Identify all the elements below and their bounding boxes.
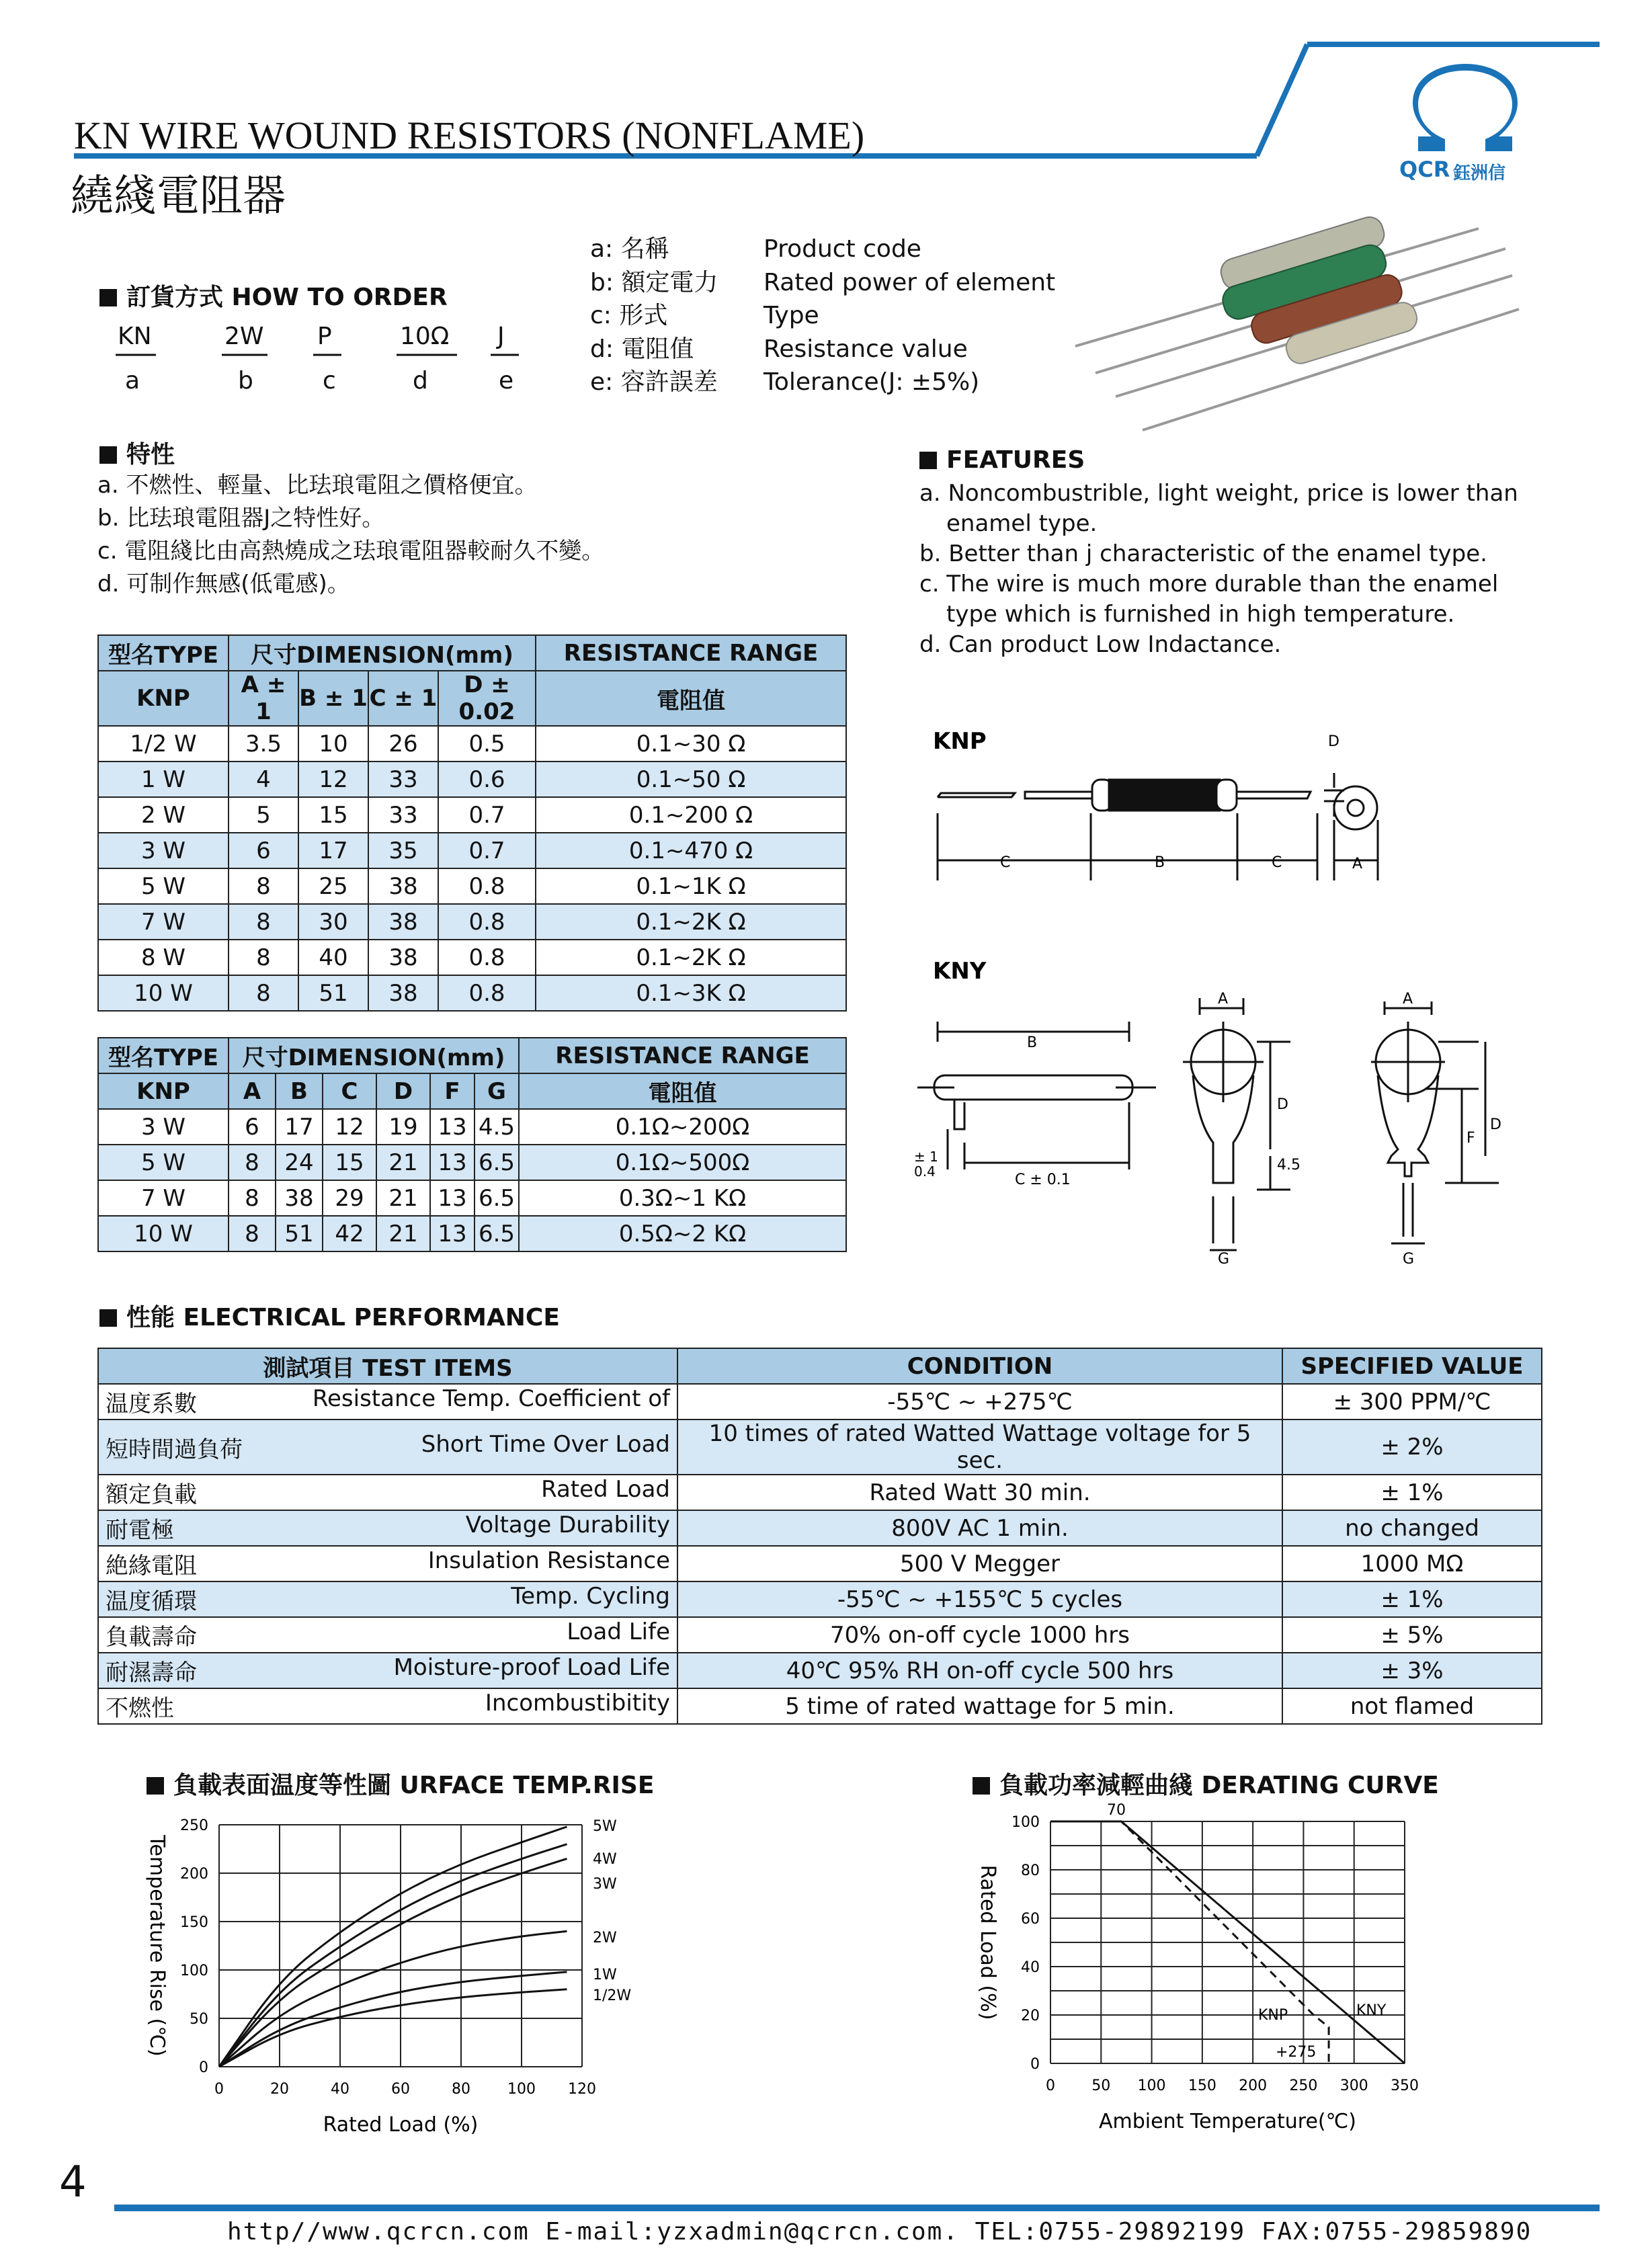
condition-cell: -55℃ ~ +275℃ — [677, 1384, 1282, 1419]
table-cell: 0.1~200 Ω — [536, 797, 846, 833]
test-item-cell — [98, 1510, 677, 1546]
footer-contact: http//www.qcrcn.com E-mail:yzxadmin@qcrcn.com. TEL:0755-29892199 FAX:0755-29859890 — [227, 2218, 1532, 2246]
table-header: G — [474, 1073, 519, 1109]
series-label: 1W — [593, 1967, 617, 1983]
table-cell: 0.8 — [438, 868, 536, 904]
test-item-cell — [98, 1546, 677, 1581]
x-tick-label: 40 — [331, 2081, 349, 2098]
series-label: KNP — [1258, 2007, 1288, 2024]
features-en-heading: FEATURES — [919, 446, 1085, 474]
chart1-heading: 負載表面温度等性圖 URFACE TEMP.RISE — [147, 1766, 654, 1801]
table-cell: 15 — [323, 1145, 376, 1180]
table-row — [98, 1145, 846, 1180]
table-cell: 33 — [368, 762, 438, 797]
table-row — [98, 1180, 846, 1216]
chart-annotation: 70 — [1107, 1802, 1126, 1819]
table-cell: 25 — [298, 868, 368, 904]
test-item-zh: 耐電極 — [106, 1517, 174, 1544]
table-row — [98, 1384, 1542, 1419]
y-tick-label: 250 — [180, 1817, 208, 1834]
table-cell: 21 — [376, 1180, 430, 1216]
feature-zh-item: c. 電阻綫比由高熱燒成之珐琅電阻器較耐久不變。 — [97, 538, 605, 565]
test-item-cell — [98, 1617, 677, 1653]
test-item-zh: 負載壽命 — [106, 1624, 197, 1651]
table-cell: 12 — [298, 762, 368, 797]
feature-en-item: a. Noncombustrible, light weight, price is lower than — [919, 480, 1518, 507]
product-photo — [1075, 202, 1519, 444]
table-row — [98, 797, 846, 833]
table-cell: 3 W — [98, 1109, 229, 1145]
x-tick-label: 120 — [568, 2081, 596, 2098]
x-tick-label: 250 — [1289, 2077, 1318, 2094]
table-cell: 10 W — [98, 1216, 229, 1251]
specified-value-cell: not flamed — [1282, 1688, 1542, 1724]
knp-diagram-label: KNP — [933, 728, 987, 755]
kny-dim-f: F — [1467, 1130, 1475, 1147]
table-cell: 2 W — [98, 797, 229, 833]
table-cell: 0.1~2K Ω — [536, 940, 846, 975]
table-cell: 13 — [430, 1180, 474, 1216]
table-row — [98, 904, 846, 940]
test-item-en: Insulation Resistance — [427, 1547, 670, 1574]
table-header: A ± 1 — [229, 671, 298, 726]
table-row — [98, 833, 846, 868]
order-letter-b: b — [238, 367, 253, 395]
temp-rise-chart — [121, 1801, 672, 2137]
test-item-zh: 額定負載 — [106, 1481, 197, 1508]
knp-dim-d: D — [1328, 733, 1339, 750]
test-item-en: Resistance Temp. Coefficient of — [312, 1385, 670, 1412]
kny-dim-a1: A — [1218, 991, 1229, 1007]
x-tick-label: 300 — [1339, 2077, 1368, 2094]
footer-rule — [114, 2205, 1600, 2211]
table-cell: 8 — [229, 940, 298, 975]
table-cell: 5 W — [98, 1145, 229, 1180]
table-header: C — [323, 1073, 376, 1109]
table-header: 尺寸DIMENSION(mm) — [229, 1038, 519, 1073]
table-row — [98, 1581, 1542, 1617]
y-tick-label: 100 — [1011, 1814, 1040, 1831]
x-tick-label: 0 — [1046, 2077, 1055, 2094]
qcr-logo — [1398, 64, 1532, 192]
table-cell: 21 — [376, 1145, 430, 1180]
table-cell: 0.1Ω~200Ω — [519, 1109, 846, 1145]
knp-dim-c1: C — [1000, 854, 1011, 871]
table-cell: 13 — [430, 1145, 474, 1180]
table-cell: 8 W — [98, 940, 229, 975]
condition-cell: Rated Watt 30 min. — [677, 1475, 1282, 1510]
test-item-en: Load Life — [567, 1618, 670, 1645]
knp-dim-a: A — [1352, 856, 1363, 872]
feature-en-item: type which is furnished in high temperature. — [946, 601, 1455, 628]
page-subtitle-zh: 繞綫電阻器 — [71, 171, 286, 221]
table-cell: 0.7 — [438, 797, 536, 833]
table-cell: 3.5 — [229, 726, 298, 762]
knp-dim-c2: C — [1272, 854, 1282, 871]
kny-dim-c: C ± 0.1 — [1015, 1171, 1071, 1188]
table-cell: 7 W — [98, 1180, 229, 1216]
condition-cell: -55℃ ~ +155℃ 5 cycles — [677, 1581, 1282, 1617]
specified-value-cell: ± 1% — [1282, 1475, 1542, 1510]
dimension-diagrams — [914, 726, 1519, 1277]
table-cell: 10 — [298, 726, 368, 762]
table-cell: 38 — [368, 868, 438, 904]
table-header: KNP — [98, 671, 229, 726]
test-item-en: Short Time Over Load — [421, 1430, 670, 1458]
y-tick-label: 60 — [1021, 1911, 1040, 1928]
table-cell: 13 — [430, 1216, 474, 1251]
feature-zh-item: a. 不燃性、輕量、比珐琅電阻之價格便宜。 — [97, 472, 538, 499]
x-tick-label: 20 — [270, 2081, 289, 2098]
test-item-zh: 温度系數 — [106, 1391, 197, 1417]
order-letter-a: a — [125, 367, 140, 395]
test-item-cell — [98, 1581, 677, 1617]
table-cell: 26 — [368, 726, 438, 762]
x-tick-label: 200 — [1239, 2077, 1268, 2094]
series-label: 1/2W — [593, 1987, 632, 2004]
performance-heading: 性能 ELECTRICAL PERFORMANCE — [99, 1299, 560, 1333]
order-code-a: KN — [118, 323, 152, 350]
table-cell: 6.5 — [474, 1216, 519, 1251]
table-header: CONDITION — [677, 1348, 1282, 1384]
test-item-cell — [98, 1688, 677, 1724]
chart-annotation: +275 — [1276, 2044, 1317, 2061]
table-header: 電阻值 — [536, 671, 846, 726]
table-cell: 8 — [229, 1180, 276, 1216]
table-cell: 0.1~30 Ω — [536, 726, 846, 762]
table-cell: 13 — [430, 1109, 474, 1145]
table-cell: 33 — [368, 797, 438, 833]
table-header: 電阻值 — [519, 1073, 846, 1109]
table-cell: 12 — [323, 1109, 376, 1145]
order-letter-e: e — [499, 367, 514, 395]
series-label: 4W — [593, 1851, 617, 1868]
order-code-b: 2W — [224, 323, 264, 350]
test-item-en: Moisture-proof Load Life — [393, 1654, 670, 1681]
kny-tol-pm: ± 1 — [914, 1149, 938, 1165]
derating-chart — [954, 1801, 1479, 2151]
test-item-cell — [98, 1419, 677, 1475]
test-item-zh: 絶緣電阻 — [106, 1553, 197, 1579]
y-axis-label: Temperature Rise (℃) — [145, 1835, 169, 2057]
table-row — [98, 1216, 846, 1251]
table-cell: 30 — [298, 904, 368, 940]
table-cell: 17 — [298, 833, 368, 868]
table-cell: 1 W — [98, 762, 229, 797]
order-code-d: 10Ω — [400, 323, 450, 350]
knp-dim-b: B — [1155, 854, 1165, 871]
table-header: KNP — [98, 1073, 229, 1109]
feature-en-item: c. The wire is much more durable than the enamel — [919, 571, 1499, 598]
table-body — [98, 1384, 1542, 1724]
table-cell: 6 — [229, 1109, 276, 1145]
kny-dim-45: 4.5 — [1277, 1157, 1300, 1174]
table-cell: 40 — [298, 940, 368, 975]
table-cell: 0.1Ω~500Ω — [519, 1145, 846, 1180]
table-row — [98, 1510, 1542, 1546]
x-axis-label: Rated Load (%) — [323, 2113, 479, 2137]
series-line — [219, 1827, 567, 2067]
table-row — [98, 1109, 846, 1145]
test-item-cell — [98, 1653, 677, 1688]
features-en-list — [919, 479, 1518, 660]
table-cell: 0.8 — [438, 975, 536, 1011]
table-cell: 17 — [276, 1109, 323, 1145]
table-cell: 38 — [368, 940, 438, 975]
table-row — [98, 1688, 1542, 1724]
series-label: 3W — [593, 1876, 617, 1893]
x-tick-label: 100 — [1137, 2077, 1166, 2094]
order-letter-d: d — [413, 367, 428, 395]
kny-dim-g2: G — [1403, 1251, 1415, 1268]
table-header: RESISTANCE RANGE — [519, 1038, 846, 1073]
series-label: KNY — [1356, 2002, 1387, 2019]
order-heading: 訂貨方式 HOW TO ORDER — [99, 278, 448, 313]
y-tick-label: 0 — [1030, 2056, 1040, 2073]
x-tick-label: 50 — [1091, 2077, 1111, 2094]
test-item-zh: 短時間過負荷 — [106, 1436, 243, 1463]
table-cell: 35 — [368, 833, 438, 868]
table-cell: 0.7 — [438, 833, 536, 868]
table-cell: 42 — [323, 1216, 376, 1251]
x-tick-label: 100 — [507, 2081, 536, 2098]
specified-value-cell: ± 300 PPM/℃ — [1282, 1384, 1542, 1419]
table-cell: 0.5Ω~2 KΩ — [519, 1216, 846, 1251]
table-cell: 21 — [376, 1216, 430, 1251]
table-cell: 38 — [276, 1180, 323, 1216]
table-row — [98, 762, 846, 797]
table-cell: 0.1~50 Ω — [536, 762, 846, 797]
performance-table — [97, 1348, 1542, 1725]
y-axis-label: Rated Load (%) — [976, 1864, 999, 2020]
kny-tol-04: 0.4 — [914, 1163, 936, 1180]
logo-text: QCR — [1399, 157, 1450, 182]
x-tick-label: 150 — [1188, 2077, 1216, 2094]
table-header: 型名TYPE — [98, 1038, 229, 1073]
table-cell: 15 — [298, 797, 368, 833]
specified-value-cell: no changed — [1282, 1510, 1542, 1546]
series-line — [219, 1844, 567, 2067]
table-cell: 5 W — [98, 868, 229, 904]
table-row — [98, 1546, 1542, 1581]
table-row — [98, 868, 846, 904]
table-body — [98, 1109, 846, 1251]
table-cell: 8 — [229, 975, 298, 1011]
test-item-zh: 不燃性 — [106, 1695, 174, 1722]
y-tick-label: 40 — [1021, 1959, 1040, 1976]
condition-cell: 40℃ 95% RH on-off cycle 500 hrs — [677, 1653, 1282, 1688]
feature-zh-item: d. 可制作無感(低電感)。 — [97, 571, 350, 598]
series-line — [219, 1931, 567, 2067]
feature-zh-item: b. 比珐琅電阻器J之特性好。 — [97, 505, 385, 532]
table-body — [98, 726, 846, 1011]
dimension-table-kny — [97, 1037, 847, 1252]
y-tick-label: 100 — [180, 1963, 208, 1979]
table-cell: 1/2 W — [98, 726, 229, 762]
y-tick-label: 50 — [190, 2011, 208, 2028]
order-code-c: P — [317, 323, 332, 350]
table-cell: 51 — [298, 975, 368, 1011]
y-tick-label: 150 — [180, 1914, 208, 1931]
x-tick-label: 80 — [452, 2081, 470, 2098]
table-cell: 38 — [368, 975, 438, 1011]
table-cell: 4.5 — [474, 1109, 519, 1145]
page-number: 4 — [59, 2157, 87, 2207]
kny-dim-b: B — [1027, 1034, 1038, 1051]
table-cell: 10 W — [98, 975, 229, 1011]
omega-icon — [1398, 64, 1532, 158]
x-tick-label: 60 — [391, 2081, 410, 2098]
page-title: KN WIRE WOUND RESISTORS (NONFLAME) — [74, 114, 865, 157]
table-header: C ± 1 — [368, 671, 438, 726]
table-cell: 0.1~470 Ω — [536, 833, 846, 868]
order-letter-c: c — [323, 367, 336, 395]
table-cell: 0.1~1K Ω — [536, 868, 846, 904]
table-cell: 0.8 — [438, 940, 536, 975]
table-cell: 0.1~3K Ω — [536, 975, 846, 1011]
feature-en-item: enamel type. — [946, 510, 1098, 537]
dimension-table-knp — [97, 634, 847, 1012]
specified-value-cell: ± 1% — [1282, 1581, 1542, 1617]
test-item-en: Rated Load — [541, 1476, 670, 1503]
table-cell: 0.3Ω~1 KΩ — [519, 1180, 846, 1216]
table-header: F — [430, 1073, 474, 1109]
kny-dim-d1: D — [1277, 1096, 1288, 1113]
table-cell: 4 — [229, 762, 298, 797]
chart2-heading: 負載功率減輕曲綫 DERATING CURVE — [973, 1766, 1439, 1801]
table-header: 尺寸DIMENSION(mm) — [229, 635, 536, 671]
test-item-en: Temp. Cycling — [511, 1583, 670, 1610]
x-tick-label: 350 — [1391, 2077, 1419, 2094]
table-row — [98, 1653, 1542, 1688]
series-label: 5W — [593, 1818, 617, 1835]
table-header: SPECIFIED VALUE — [1282, 1348, 1542, 1384]
table-header: B ± 1 — [298, 671, 368, 726]
table-row — [98, 1419, 1542, 1475]
table-cell: 0.6 — [438, 762, 536, 797]
specified-value-cell: ± 3% — [1282, 1653, 1542, 1688]
table-cell: 7 W — [98, 904, 229, 940]
series-label: 2W — [593, 1930, 617, 1946]
specified-value-cell: 1000 MΩ — [1282, 1546, 1542, 1581]
table-header: D ± 0.02 — [438, 671, 536, 726]
table-header: A — [229, 1073, 276, 1109]
table-header: D — [376, 1073, 430, 1109]
table-header: 型名TYPE — [98, 635, 229, 671]
specified-value-cell: ± 2% — [1282, 1419, 1542, 1475]
logo-zh: 鈺洲信 — [1453, 163, 1506, 183]
table-cell: 6 — [229, 833, 298, 868]
feature-en-item: d. Can product Low Indactance. — [919, 631, 1282, 658]
test-item-zh: 耐濕壽命 — [106, 1659, 197, 1686]
y-tick-label: 0 — [199, 2059, 208, 2076]
table-cell: 29 — [323, 1180, 376, 1216]
table-header: B — [276, 1073, 323, 1109]
x-axis-label: Ambient Temperature(℃) — [1098, 2110, 1357, 2133]
y-tick-label: 200 — [180, 1866, 208, 1883]
table-cell: 0.8 — [438, 904, 536, 940]
kny-dim-g1: G — [1218, 1251, 1230, 1268]
table-cell: 5 — [229, 797, 298, 833]
condition-cell: 5 time of rated wattage for 5 min. — [677, 1688, 1282, 1724]
kny-dim-a2: A — [1403, 991, 1413, 1007]
table-cell: 8 — [229, 1216, 276, 1251]
features-zh-heading: 特性 — [99, 436, 175, 470]
condition-cell: 800V AC 1 min. — [677, 1510, 1282, 1546]
test-item-cell — [98, 1475, 677, 1510]
table-row — [98, 1617, 1542, 1653]
order-underlines — [0, 0, 538, 376]
y-tick-label: 20 — [1021, 2008, 1040, 2024]
condition-cell: 10 times of rated Watted Wattage voltage for 5 sec. — [677, 1419, 1282, 1475]
y-tick-label: 80 — [1021, 1862, 1040, 1879]
features-zh-list — [97, 469, 604, 601]
condition-cell: 70% on-off cycle 1000 hrs — [677, 1617, 1282, 1653]
table-cell: 38 — [368, 904, 438, 940]
table-cell: 8 — [229, 868, 298, 904]
condition-cell: 500 V Megger — [677, 1546, 1282, 1581]
order-code-e: J — [497, 323, 505, 350]
kny-dim-d2: D — [1490, 1116, 1501, 1133]
table-cell: 8 — [229, 1145, 276, 1180]
table-cell: 51 — [276, 1216, 323, 1251]
order-legend: a: 名稱 Product code b: 額定電力 Rated power of element c: 形式 Type d: 電阻值 Resistance value e: 容許誤差 Tolerance(J: ±5%) — [590, 235, 1056, 396]
table-header: 測試項目 TEST ITEMS — [98, 1348, 677, 1384]
table-cell: 19 — [376, 1109, 430, 1145]
table-cell: 0.5 — [438, 726, 536, 762]
kny-diagram-label: KNY — [933, 958, 987, 985]
series-line — [219, 1972, 567, 2067]
table-row — [98, 975, 846, 1011]
feature-en-item: b. Better than j characteristic of the enamel type. — [919, 540, 1487, 567]
table-cell: 6.5 — [474, 1180, 519, 1216]
table-cell: 0.1~2K Ω — [536, 904, 846, 940]
test-item-cell — [98, 1384, 677, 1419]
table-cell: 8 — [229, 904, 298, 940]
table-cell: 6.5 — [474, 1145, 519, 1180]
table-row — [98, 940, 846, 975]
test-item-en: Incombustibitity — [485, 1690, 670, 1717]
table-cell: 24 — [276, 1145, 323, 1180]
test-item-en: Voltage Durability — [465, 1512, 670, 1538]
table-cell: 3 W — [98, 833, 229, 868]
table-row — [98, 726, 846, 762]
table-header: RESISTANCE RANGE — [536, 635, 846, 671]
x-tick-label: 0 — [214, 2081, 224, 2098]
specified-value-cell: ± 5% — [1282, 1617, 1542, 1653]
table-row — [98, 1475, 1542, 1510]
test-item-zh: 温度循環 — [106, 1588, 197, 1615]
